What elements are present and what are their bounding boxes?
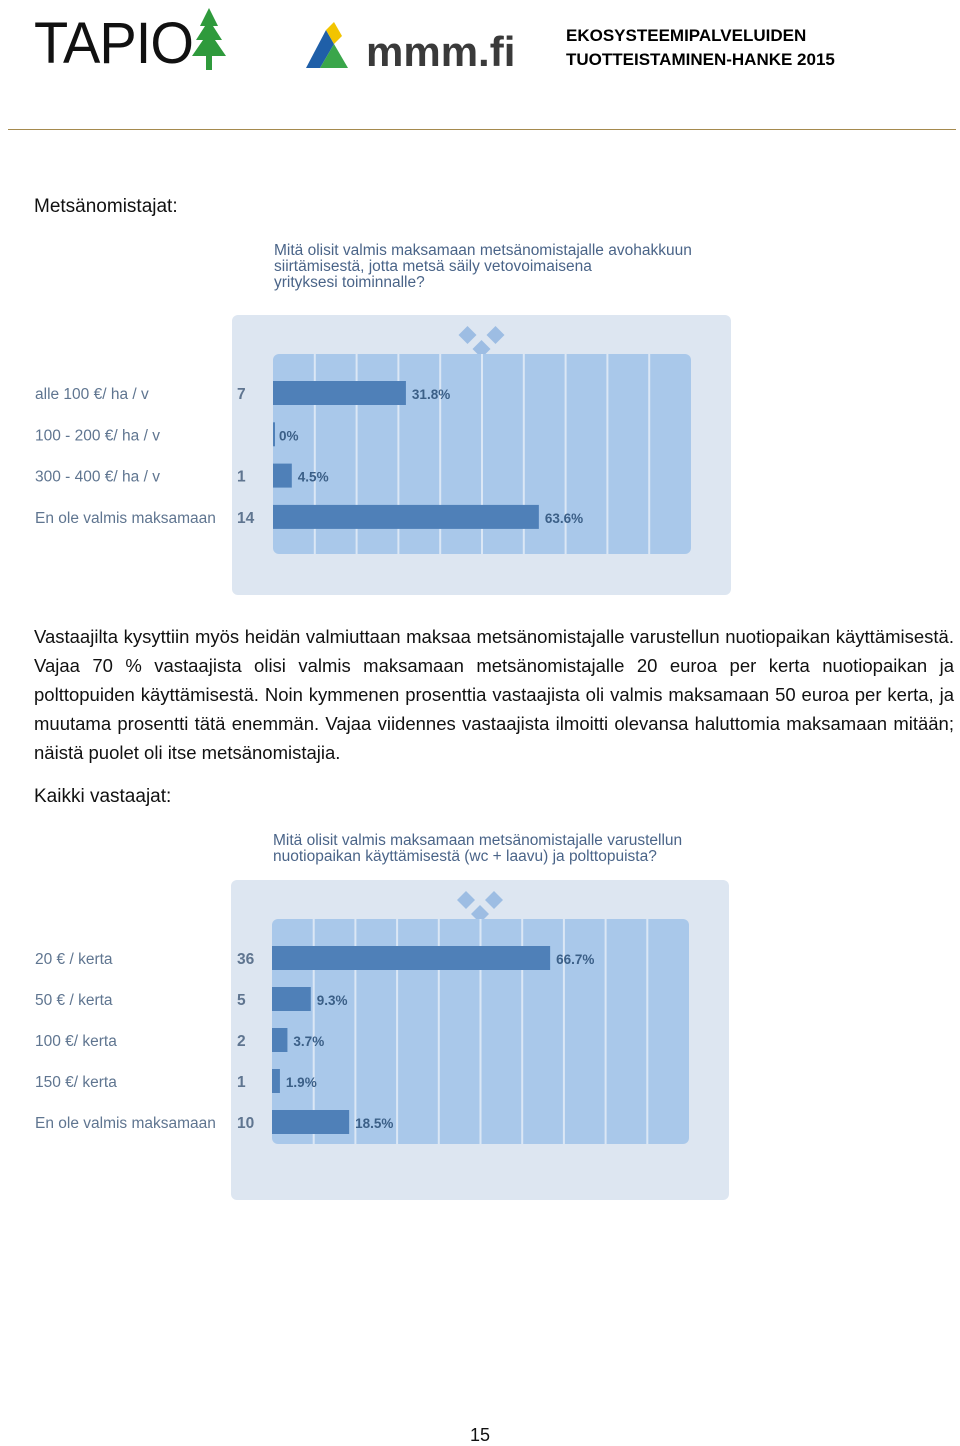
chart2-percent-label: 9.3% <box>316 993 348 1008</box>
chart2-percent-label: 18.5% <box>355 1116 394 1131</box>
chart2-bar <box>272 1069 280 1093</box>
chart1-category-label: alle 100 €/ ha / v <box>35 386 149 403</box>
chart1-category-label: 300 - 400 €/ ha / v <box>35 468 160 486</box>
chart1-percent-label: 31.8% <box>411 387 451 402</box>
chart2-bar <box>272 987 311 1011</box>
chart1-percent-label: 4.5% <box>297 469 329 485</box>
chart2-title: Mitä olisit valmis maksamaan metsänomistajalle varustellun nuotiopaikan käyttämisestä (wc + laavu) ja polttopuista? <box>273 832 683 865</box>
chart1-category-label: En ole valmis maksamaan <box>35 509 216 527</box>
chart2-bar <box>272 1110 349 1134</box>
chart1-count-label: 7 <box>237 386 246 403</box>
chart1-title: Mitä olisit valmis maksamaan metsänomistajalle avohakkuun siirtämisestä, jotta metsä säily vetovoimaisena yrityksesi toiminnalle? <box>274 242 692 291</box>
chart1-category-label: 100 - 200 €/ ha / v <box>35 427 160 445</box>
project-title-line2: TUOTTEISTAMINEN-HANKE 2015 <box>566 50 835 69</box>
chart2-category-label: 150 €/ kerta <box>35 1074 117 1091</box>
project-title-line1: EKOSYSTEEMIPALVELUIDEN <box>566 26 807 45</box>
chart2-percent-label: 3.7% <box>293 1034 325 1049</box>
chart2-bar <box>272 1028 287 1052</box>
page-number: 15 <box>469 1425 491 1445</box>
chart2-bar <box>272 946 550 970</box>
chart2-percent-label: 1.9% <box>285 1075 317 1090</box>
body-paragraph: Vastaajilta kysyttiin myös heidän valmiuttaan maksaa metsänomistajalle varustellun nuotiopaikan käyttämisestä. Vajaa 70 % vastaajista olisi valmis maksamaan metsänomistajalle 20 euroa per kerta nuotiopaikan ja polttopuiden käyttämisestä. Noin kymmenen prosenttia vastaajista oli valmis maksamaan 50 euroa per kerta, ja muutama prosentti tätä enemmän. Vajaa viidennes vastaajista ilmoitti olevansa haluttomia maksamaan mitään; näistä puolet oli itse metsänomistajia. <box>34 626 954 763</box>
section-label-forest-owners: Metsänomistajat: <box>34 196 178 217</box>
chart2-count-label: 2 <box>237 1033 246 1050</box>
chart1-count-label: 14 <box>237 509 255 527</box>
chart1-percent-label: 0% <box>279 428 299 444</box>
chart2-category-label: 20 € / kerta <box>35 951 113 968</box>
chart2-category-label: En ole valmis maksamaan <box>35 1115 216 1132</box>
chart2-percent-label: 66.7% <box>556 952 595 967</box>
chart2-count-label: 10 <box>237 1115 255 1132</box>
chart2-count-label: 36 <box>237 951 255 968</box>
chart2-category-label: 50 € / kerta <box>35 992 113 1009</box>
chart2-count-label: 1 <box>237 1074 246 1091</box>
mmm-logo-text: mmm.fi <box>366 28 516 75</box>
chart2-count-label: 5 <box>237 992 246 1009</box>
tapio-logo-text: TAPIO <box>34 9 193 76</box>
chart1-percent-label: 63.6% <box>544 510 584 526</box>
chart2-category-label: 100 €/ kerta <box>35 1033 117 1050</box>
section-label-all-respondents: Kaikki vastaajat: <box>34 786 172 807</box>
chart1-count-label: 1 <box>237 468 246 486</box>
